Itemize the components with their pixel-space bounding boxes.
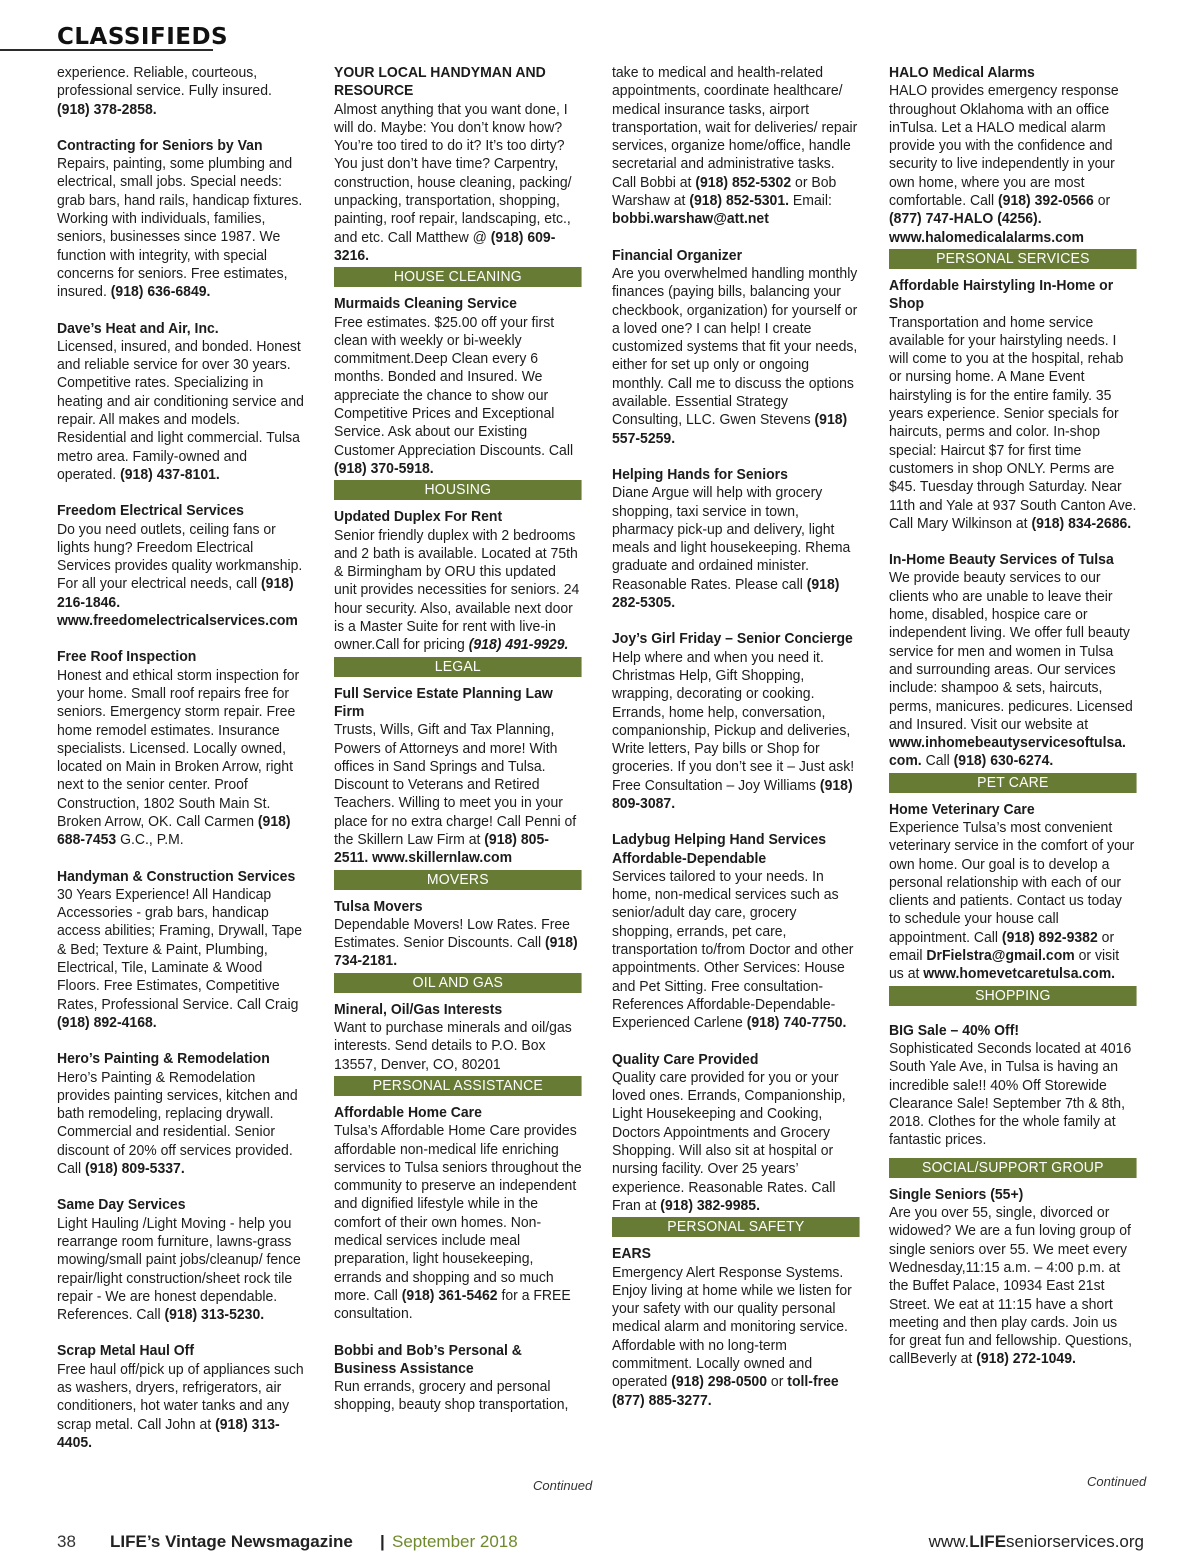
ad-body-mid-2: or visit us at: [889, 948, 1120, 983]
ad-phone: (918) 630-6274.: [953, 753, 1054, 770]
ad-bobbi-bob: [334, 1342, 582, 1415]
ad-title: Ladybug Helping Hand Services Affordable-Dependable: [612, 832, 827, 867]
ad-big-sale: [889, 1022, 1137, 1150]
ad-phone: (918) 361-5462: [401, 1287, 498, 1304]
ad-title: YOUR LOCAL HANDYMAN AND RESOURCE: [334, 65, 546, 100]
ad-body: Free estimates. $25.00 off your first clean with weekly or bi-weekly commitment.Deep Clean every 6 months. Bonded and Insured. We appreciate the chance to show our Competitive Prices and Exceptional Service. Ask about our Existing Customer Appreciation Discounts. Call: [334, 314, 574, 459]
ad-body: Tulsa’s Affordable Home Care provides affordable non-medical life enriching services to Tulsa seniors throughout the community to preserve an independent and dignified lifestyle while in the comfort of their own homes. Non-medical services include meal preparation, light housekeeping, errands and shopping and so much more. Call: [334, 1123, 582, 1304]
ad-body: Sophisticated Seconds located at 4016 South Yale Ave, in Tulsa is having an incredible sale!! 40% Off Storewide Clearance Sale! September 7th & 8th, 2018. Clothes for the whole family at fantastic prices.: [889, 1040, 1132, 1149]
category-pet-care: PET CARE: [889, 773, 1137, 793]
ad-helping-hands: [612, 466, 860, 612]
section-rule: [0, 49, 213, 51]
ad-tulsa-movers: [334, 898, 582, 971]
ad-phone-2: toll-free (877) 885-3277.: [612, 1374, 839, 1409]
category-personal-assistance: PERSONAL ASSISTANCE: [334, 1076, 582, 1096]
ad-title: Dave’s Heat and Air, Inc.: [57, 320, 219, 337]
ad-email: bobbi.warshaw@att.net: [612, 211, 769, 228]
ad-ears: [612, 1245, 860, 1410]
page-footer: [0, 1530, 1200, 1560]
ad-body: HALO provides emergency response throughout Oklahoma with an office inTulsa. Let a HALO medical alarm provide you with the confidence and security to live independently in your own home, where you are most comfortable. Call: [889, 83, 1119, 210]
ad-phone: (918) 809-3087.: [612, 777, 853, 812]
ad-phone: (918) 437-8101.: [120, 466, 220, 483]
ad-phone: (918) 378-2858.: [57, 101, 157, 118]
ad-body: take to medical and health-related appointments, coordinate healthcare/ medical insurance tasks, airport transportation, wait for deliveries/ repair services, organize home/office, handle secretarial and administrative tasks. Call Bobbi at: [612, 65, 858, 191]
section-title: CLASSIFIEDS: [57, 24, 229, 50]
ad-phone: (918) 313-5230.: [164, 1307, 265, 1324]
ad-title: Bobbi and Bob’s Personal & Business Assistance: [334, 1342, 522, 1377]
ad-phone-website: (918) 805-2511. www.skillernlaw.com: [334, 831, 549, 867]
continued-label: Continued: [1087, 1474, 1147, 1489]
ad-phone: (918) 272-1049.: [976, 1351, 1076, 1368]
ad-phone-website: (877) 747-HALO (4256). www.halomedicalalarms.com: [889, 211, 1084, 246]
ad-body: experience. Reliable, courteous, professional service. Fully insured.: [57, 65, 272, 100]
ad-body-mid: or: [767, 1374, 788, 1391]
column-2: [334, 64, 582, 1484]
ad-body: Light Hauling /Light Moving - help you rearrange room furniture, lawns-grass mowing/small paint jobs/cleanup/ fence repair/light construction/sheet rock tile repair - We are honest dependable. References. Call: [57, 1215, 301, 1324]
ad-financial-organizer: [612, 247, 860, 448]
ad-title: In-Home Beauty Services of Tulsa: [889, 552, 1114, 569]
category-movers: MOVERS: [334, 870, 582, 890]
ad-title: Helping Hands for Seniors: [612, 466, 788, 483]
magazine-title: LIFE’s Vintage Newsmagazine: [110, 1532, 353, 1551]
ad-title: Contracting for Seniors by Van: [57, 137, 263, 154]
ad-ladybug: [612, 831, 860, 1032]
ad-single-seniors: [889, 1186, 1137, 1369]
ad-phone: (918) 740-7750.: [746, 1015, 847, 1032]
ad-body: Run errands, grocery and personal shopping, beauty shop transportation,: [334, 1379, 569, 1414]
ad-title: Affordable Home Care: [334, 1104, 482, 1121]
category-housing: HOUSING: [334, 480, 582, 500]
ad-joys-girl-friday: [612, 630, 860, 813]
ad-daves-heat-air: [57, 320, 305, 485]
ad-estate-planning: [334, 685, 582, 868]
ad-body: We provide beauty services to our clients who are unable to leave their home, disabled, hospice care or independent living. We offer full beauty service for men and women in Tulsa and surrounding areas. Our services include: shampoo & sets, haircuts, perms, manicures. pedicures. Licensed and Insured. Visit our website at: [889, 570, 1133, 733]
ad-phone: (918) 282-5305.: [612, 576, 840, 612]
ad-duplex-rent: [334, 508, 582, 654]
ad-body: Free haul off/pick up of appliances such as washers, dryers, refrigerators, air conditioners, hot water tanks and any scrap metal. Call John at: [57, 1361, 304, 1433]
issue-date: September 2018: [392, 1532, 518, 1551]
ad-title: Hero’s Painting & Remodelation: [57, 1051, 270, 1068]
ad-body: Almost anything that you want done, I will do. Maybe: You don’t know how? You’re too tired to do it? It’s too dirty? You just don’t have time? Carpentry, construction, house cleaning, packing/ unpacking, transportation, shopping, painting, roof repair, landscaping, etc., and etc. Call Matthew @: [334, 101, 572, 246]
ad-title: Mineral, Oil/Gas Interests: [334, 1001, 503, 1018]
ad-body: Emergency Alert Response Systems. Enjoy living at home while we listen for your safety with our quality personal medical alarm and monitoring service. Affordable with no long-term commitment. Locally owned and operated: [612, 1264, 852, 1391]
ad-phone: (918) 313-4405.: [57, 1416, 280, 1451]
ad-title: Single Seniors (55+): [889, 1186, 1024, 1203]
ad-body: Diane Argue will help with grocery shopping, taxi service in town, pharmacy pick-up and delivery, light meals and light housekeeping. Rhema graduate and ordained minister. Reasonable Rates. Please call: [612, 485, 851, 593]
ad-title: Murmaids Cleaning Service: [334, 296, 517, 313]
ad-phone: (918) 392-0566: [998, 193, 1094, 210]
ad-title: BIG Sale – 40% Off!: [889, 1022, 1020, 1039]
ad-title: Same Day Services: [57, 1197, 186, 1214]
ad-phone: (918) 892-9382: [1001, 929, 1098, 946]
column-4: [889, 64, 1137, 1484]
ad-body: Dependable Movers! Low Rates. Free Estimates. Senior Discounts. Call: [334, 916, 570, 952]
ad-in-home-beauty: [889, 551, 1137, 771]
ad-phone-website: (918) 216-1846. www.freedomelectricalservices.com: [57, 576, 298, 630]
ad-body-mid: or: [1093, 193, 1111, 210]
ad-title: Free Roof Inspection: [57, 649, 197, 666]
ad-phone: (918) 370-5918.: [334, 460, 434, 477]
ad-body: Licensed, insured, and bonded. Honest and reliable service for over 30 years. Competitive rates. Specializing in heating and air conditioning service and repair. All makes and models. Residential and light commercial. Tulsa metro area. Family-owned and operated.: [57, 338, 304, 483]
ad-website: www.homevetcaretulsa.com.: [923, 966, 1116, 983]
ad-body-mid: Call: [921, 753, 954, 770]
ad-body: Are you over 55, single, divorced or widowed? We are a fun loving group of single seniors over 55. We meet every Wednesday,11:15 a.m. – 4:00 p.m. at the Buffet Palace, 10934 East 21st Street. We eat at 11:15 have a short meeting and then play cards. Join us for great fun and fellowship. Questions, callBeverly at: [889, 1205, 1132, 1368]
ad-contracting-seniors: [57, 137, 305, 302]
footer-separator: |: [380, 1532, 385, 1551]
ad-hairstyling: [889, 277, 1137, 533]
ad-body: Trusts, Wills, Gift and Tax Planning, Powers of Attorneys and more! With offices in Sand Springs and Tulsa. Discount to Veterans and Retired Teachers. Willing to meet you in your place for no extra charge! Call Penni of the Skillern Law Firm at: [334, 722, 577, 848]
ad-phone: (918) 609-3216.: [334, 229, 556, 264]
category-house-cleaning: HOUSE CLEANING: [334, 267, 582, 287]
ad-body: Help where and when you need it. Christmas Help, Gift Shopping, wrapping, decorating or cooking. Errands, home help, conversation, companionship, Pickup and deliveries, Write letters, Pay bills or Shop for groceries. If you don’t see it – Just ask! Free Consultation – Joy Williams: [612, 649, 855, 794]
column-3: [612, 64, 860, 1484]
ad-title: Home Veterinary Care: [889, 801, 1035, 818]
ad-body-mid-2: Email:: [789, 193, 832, 210]
ad-title: Full Service Estate Planning Law Firm: [334, 685, 553, 720]
ad-title: Joy’s Girl Friday – Senior Concierge: [612, 631, 853, 648]
ad-email: DrFielstra@gmail.com: [926, 948, 1075, 965]
ad-body: Are you overwhelmed handling monthly finances (paying bills, balancing your checkbook, organization) for yourself or a loved one? I can help! I create customized systems that fit your needs, either for set up only or ongoing monthly. Call me to discuss the options available. Essential Strategy Consulting, LLC. Gwen Stevens: [612, 265, 858, 429]
ad-title: Tulsa Movers: [334, 898, 423, 915]
ad-phone: (918) 834-2686.: [1031, 515, 1132, 532]
ad-body: Do you need outlets, ceiling fans or lights hung? Freedom Electrical Services provides quality workmanship. For all your electrical needs, call: [57, 521, 303, 593]
category-personal-safety: PERSONAL SAFETY: [612, 1217, 860, 1237]
ad-body: Services tailored to your needs. In home, non-medical services such as senior/adult day care, grocery shopping, errands, pet care, transportation to/from Doctor and other appointments. Other Services: House and Pet Sitting. Free consultation-References Affordable-Dependable-Experienced Carlene: [612, 868, 854, 1032]
ad-quality-care: [612, 1051, 860, 1216]
ad-title: Handyman & Construction Services: [57, 868, 296, 885]
ad-phone: (918) 892-4168.: [57, 1014, 157, 1031]
url-prefix: www.: [928, 1532, 970, 1551]
ad-freedom-electrical: [57, 502, 305, 630]
ad-title: Updated Duplex For Rent: [334, 509, 503, 526]
ad-body: Repairs, painting, some plumbing and electrical, small jobs. Special needs: grab bars, hand rails, handicap fixtures. Working with individuals, families, seniors, businesses since 1987. We function with integrity, with special concerns for seniors. Free estimates, insured.: [57, 156, 303, 301]
ad-body: Transportation and home service available for your hairstyling needs. I will come to you at the hospital, rehab or nursing home. A Mane Event hairstyling is for the entire family. 35 years experience. Senior specials for haircuts, perms and color. In-shop special: Haircut $7 for first time customers in shop ONLY. Perms are $45. Tuesday through Saturday. Near 11th and Yale at 937 South Canton Ave. Call Mary Wilkinson at: [889, 314, 1137, 532]
category-shopping: SHOPPING: [889, 986, 1137, 1006]
continued-label: Continued: [533, 1478, 593, 1493]
ad-body: Experience Tulsa’s most convenient veterinary service in the comfort of your own home. Our goal is to develop a personal relationship with each of our clients and patients. Contact us today to schedule your house call appointment. Call: [889, 819, 1135, 946]
ad-body-tail: for a FREE consultation.: [334, 1287, 571, 1323]
category-oil-gas: OIL AND GAS: [334, 973, 582, 993]
ad-phone: (918) 298-0500: [671, 1374, 768, 1391]
column-1: [57, 64, 305, 1484]
ad-body: Honest and ethical storm inspection for your home. Small roof repairs free for seniors. Emergency storm repair. Free home remodel estimates. Insurance specialists. Licensed. Locally owned, located on Main in Broken Arrow, right next to the senior center. Proof Construction, 1802 South Main St. Broken Arrow, OK. Call Carmen: [57, 667, 300, 830]
ad-murmaids: [334, 295, 582, 478]
ad-local-handyman: [334, 64, 582, 265]
ad-home-veterinary: [889, 801, 1137, 984]
ad-handyman-construction: [57, 868, 305, 1033]
ad-phone: (918) 636-6849.: [110, 284, 211, 301]
ad-title: Financial Organizer: [612, 247, 743, 264]
ad-body: Want to purchase minerals and oil/gas interests. Send details to P.O. Box 13557, Denver, CO, 80201: [334, 1020, 572, 1073]
ad-phone: (918) 852-5302: [695, 174, 792, 191]
ad-mineral-oil: [334, 1001, 582, 1074]
ad-title: EARS: [612, 1246, 651, 1263]
ad-title: HALO Medical Alarms: [889, 65, 1035, 81]
ad-free-roof-inspection: [57, 648, 305, 849]
ad-phone: (918) 382-9985.: [660, 1197, 760, 1214]
ad-halo: [889, 64, 1137, 247]
page-number: 38: [57, 1532, 76, 1551]
ad-title: Quality Care Provided: [612, 1051, 759, 1068]
url-suffix: seniorservices.org: [1006, 1532, 1144, 1551]
ad-phone: (918) 734-2181.: [334, 935, 578, 970]
ad-phone: (918) 809-5337.: [85, 1161, 185, 1178]
category-personal-services: PERSONAL SERVICES: [889, 249, 1137, 269]
ad-body-mid: or email: [889, 929, 1115, 965]
ad-phone: (918) 557-5259.: [612, 412, 848, 447]
ad-body-tail: G.C., P.M.: [116, 832, 184, 849]
ad-same-day-services: [57, 1196, 305, 1324]
ad-body: 30 Years Experience! All Handicap Accessories - grab bars, handicap access abilities; Framing, Drywall, Tape & Bed; Texture & Paint, Plumbing, Electrical, Tile, Laminate & Wood Floors. Free Estimates, Competitive Rates, Professional Service. Call Craig: [57, 886, 303, 1013]
ad-phone: (918) 688-7453: [57, 813, 291, 849]
website-url: [929, 1532, 1144, 1552]
ad-continued-top: [57, 64, 305, 119]
ad-body-mid: or Bob Warshaw at: [612, 174, 837, 210]
ad-heros-painting: [57, 1050, 305, 1178]
ad-website: www.inhomebeautyservicesoftulsa. com.: [889, 735, 1126, 770]
category-legal: LEGAL: [334, 657, 582, 677]
ad-bobbi-bob-continued: [612, 64, 860, 229]
ad-body: Quality care provided for you or your loved ones. Errands, Companionship, Light Housekeeping and Cooking, Doctors Appointments and Grocery Shopping. Will also sit at hospital or nursing facility. Over 25 years’ experience. Reasonable Rates. Call Fran at: [612, 1069, 846, 1214]
url-brand: LIFE: [969, 1532, 1007, 1551]
ad-phone-2: (918) 852-5301.: [689, 193, 790, 210]
ad-phone: (918) 491-9929.: [468, 637, 569, 654]
ad-scrap-metal: [57, 1342, 305, 1452]
ad-title: Freedom Electrical Services: [57, 503, 244, 520]
ad-body: Senior friendly duplex with 2 bedrooms and 2 bath is available. Located at 75th & Birmingham by ORU this updated unit provides necessities for seniors. 24 hour security. Also, available next door is a Master Suite for rent with live-in owner.Call for pricing: [334, 527, 580, 654]
ad-title: Scrap Metal Haul Off: [57, 1343, 195, 1360]
ad-body: Hero’s Painting & Remodelation provides painting services, kitchen and bath remodeling, replacing drywall. Commercial and residential. Senior discount of 20% off services provided. Call: [57, 1069, 298, 1178]
category-social-support: SOCIAL/SUPPORT GROUP: [889, 1158, 1137, 1178]
ad-affordable-home-care: [334, 1104, 582, 1324]
ad-title: Affordable Hairstyling In-Home or Shop: [889, 277, 1114, 313]
